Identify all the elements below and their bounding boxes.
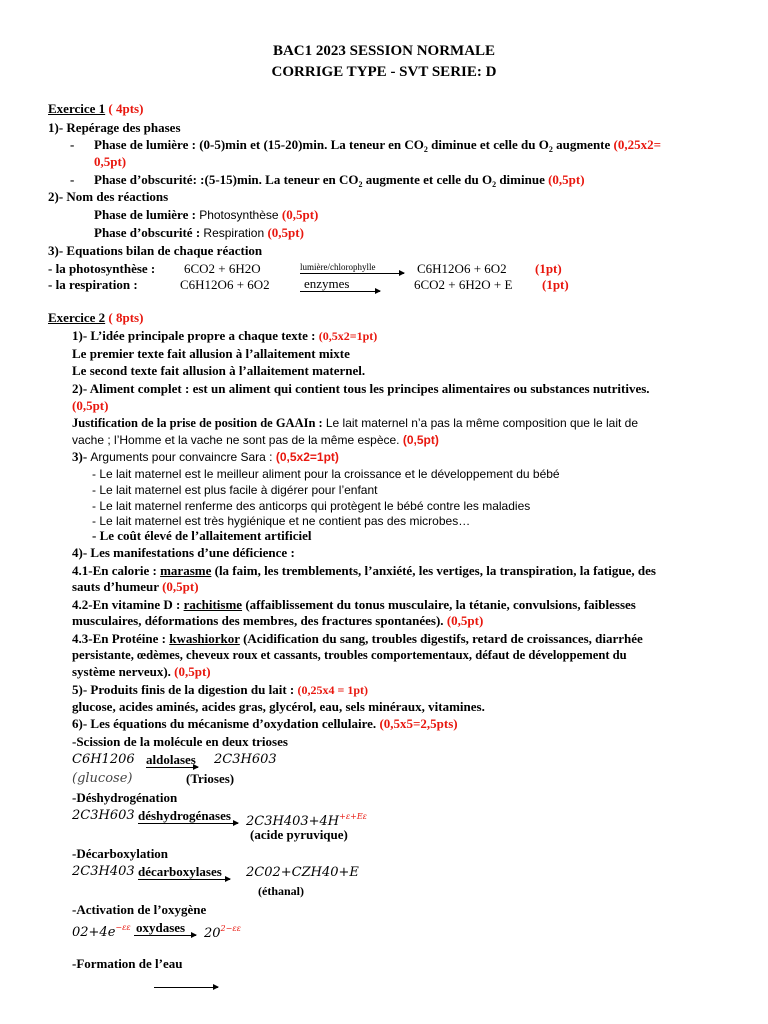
step-2-arrow-label: déshydrogénases bbox=[138, 808, 231, 823]
step-3-arrow-label: décarboxylases bbox=[138, 864, 222, 879]
d3-term: kwashiorkor bbox=[169, 631, 240, 646]
e2-left: C6H12O6 + 6O2 bbox=[180, 277, 270, 292]
e1-right: C6H12O6 + 6O2 bbox=[417, 261, 507, 276]
p2-label: Phase d’obscurité: bbox=[94, 172, 201, 187]
p2-sub: 2 bbox=[358, 180, 363, 189]
r2-value: Respiration bbox=[203, 226, 268, 240]
ex1-dash-1: - bbox=[70, 137, 75, 152]
ex2-q5-answer: glucose, acides aminés, acides gras, glycérol, eau, sels minéraux, vitamines. bbox=[72, 699, 485, 714]
d2-pre: 4.2-En vitamine D : bbox=[72, 597, 184, 612]
p2-sub2: 2 bbox=[492, 180, 497, 189]
e2-arrow-label: enzymes bbox=[304, 276, 350, 291]
ex2-q4: 4)- Les manifestations d’une déficience : bbox=[72, 545, 295, 560]
step-3-arrow bbox=[138, 879, 230, 880]
def-1 bbox=[72, 563, 656, 579]
q5-mark: (0,25x4 = 1pt) bbox=[297, 683, 368, 697]
d2-term: rachitisme bbox=[183, 597, 243, 612]
d1-post: (la faim, les tremblements, l’anxiété, les vertiges, la transpiration, la fatigue, des bbox=[211, 563, 656, 578]
ex2-heading bbox=[48, 310, 143, 326]
just-text: Le lait maternel n’a pas la même composition que le lait de bbox=[325, 416, 639, 430]
ex2-q6 bbox=[72, 716, 458, 732]
d3-post: (Acidification du sang, troubles digestifs, retard de croissances, diarrhée bbox=[239, 631, 643, 646]
doc-subtitle: CORRIGE TYPE - SVT SERIE: D bbox=[271, 64, 497, 80]
ex1-phase-light bbox=[94, 137, 661, 158]
e2-arrow bbox=[300, 291, 380, 292]
r1-label: Phase de lumière : bbox=[94, 207, 200, 222]
doc-title: BAC1 2023 SESSION NORMALE bbox=[272, 43, 496, 59]
ex2-title: Exercice 2 bbox=[48, 310, 106, 325]
ex1-q3: 3)- Equations bilan de chaque réaction bbox=[48, 243, 263, 258]
arg-5: - Le coût élevé de l’allaitement artificiel bbox=[92, 528, 312, 543]
step-2-title: -Déshydrogénation bbox=[72, 790, 178, 805]
r2-mark: (0,5pt) bbox=[267, 225, 304, 240]
p1-end: augmente bbox=[552, 137, 614, 152]
ex2-q3 bbox=[72, 449, 339, 465]
d1-pre: 4.1-En calorie : bbox=[72, 563, 161, 578]
ex2-justification bbox=[72, 415, 638, 431]
e1-mark: (1pt) bbox=[535, 261, 562, 276]
step-3-title: -Décarboxylation bbox=[72, 846, 169, 861]
ex1-r1 bbox=[94, 207, 318, 223]
step-4-left bbox=[72, 920, 131, 941]
p1-label: Phase de lumière : bbox=[94, 137, 200, 152]
d3-pre: 4.3-En Protéine : bbox=[72, 631, 170, 646]
step-4-arrow-label: oxydases bbox=[136, 920, 186, 935]
step-2-product: (acide pyruvique) bbox=[250, 827, 348, 842]
step-1-title: -Scission de la molécule en deux trioses bbox=[72, 734, 288, 749]
d2-post: (affaiblissement du tonus musculaire, la tétanie, convulsions, faiblesses bbox=[242, 597, 636, 612]
def-2 bbox=[72, 597, 636, 613]
step-2-sup: +ε+Eε bbox=[339, 812, 367, 821]
q6-mark: (0,5x5=2,5pts) bbox=[379, 716, 458, 731]
ex1-title: Exercice 1 bbox=[48, 101, 106, 116]
step-4-title: -Activation de l’oxygène bbox=[72, 902, 207, 917]
d1-term: marasme bbox=[160, 563, 212, 578]
d2-line2: musculaires, déformations des membres, des fractures spontanées). bbox=[72, 613, 447, 628]
d1-mark: (0,5pt) bbox=[162, 579, 199, 594]
def-3 bbox=[72, 631, 643, 647]
step-4-left-sup: −εε bbox=[115, 923, 131, 932]
p2-mark: (0,5pt) bbox=[548, 172, 585, 187]
e2-mark: (1pt) bbox=[542, 277, 569, 292]
q3-num: 3)- bbox=[72, 449, 91, 464]
just-text-2: vache ; l’Homme et la vache ne sont pas de la même espèce. bbox=[72, 433, 403, 447]
d3-mark: (0,5pt) bbox=[174, 664, 211, 679]
e2-right: 6CO2 + 6H2O + E bbox=[414, 277, 513, 292]
just-label: Justification de la prise de position de GAAIn : bbox=[72, 416, 326, 430]
arg-1: - Le lait maternel est le meilleur aliment pour la croissance et le développement du bébé bbox=[92, 467, 560, 481]
step-1-arrow bbox=[146, 767, 198, 768]
step-1-left: C6H1206 bbox=[72, 752, 135, 767]
ex2-q1 bbox=[72, 328, 377, 344]
p1-mark-cont: 0,5pt) bbox=[94, 154, 127, 169]
arg-2: - Le lait maternel est plus facile à digérer pour l’enfant bbox=[92, 483, 378, 497]
e1-arrow-label: lumière/chlorophylle bbox=[300, 262, 376, 272]
q5-text: 5)- Produits finis de la digestion du lait : bbox=[72, 682, 298, 697]
ex2-t1: Le premier texte fait allusion à l’allaitement mixte bbox=[72, 346, 350, 361]
ex1-heading bbox=[48, 101, 143, 117]
step-2-right-text: 2C3H403+4H bbox=[246, 814, 340, 829]
step-5-arrow bbox=[154, 987, 218, 988]
step-3-product: (éthanal) bbox=[258, 884, 304, 898]
p2-mid: augmente et celle du O bbox=[362, 172, 493, 187]
def-3-cont: persistante, œdèmes, cheveux roux et cassants, troubles comportementaux, défaut de développement du bbox=[72, 648, 627, 662]
def-2-cont bbox=[72, 613, 483, 629]
step-1-right: 2C3H603 bbox=[214, 752, 277, 767]
arg-4: - Le lait maternel est très hygiénique et ne contient pas des microbes… bbox=[92, 514, 471, 528]
ex2-q2: 2)- Aliment complet : est un aliment qui contient tous les principes alimentaires ou substances nutritives. bbox=[72, 381, 650, 396]
step-4-arrow bbox=[134, 935, 196, 936]
step-3-right: 2C02+CZH40+E bbox=[246, 865, 359, 880]
step-4-left-text: 02+4e bbox=[72, 925, 116, 940]
q1-text: 1)- L’idée principale propre a chaque texte : bbox=[72, 328, 319, 343]
d1-line2: sauts d’humeur bbox=[72, 579, 163, 594]
d2-mark: (0,5pt) bbox=[446, 613, 484, 628]
p1-sub2: 2 bbox=[548, 145, 553, 154]
p1-sub: 2 bbox=[423, 145, 428, 154]
ex1-q2: 2)- Nom des réactions bbox=[48, 189, 169, 204]
q3-mark: (0,5x2=1pt) bbox=[275, 450, 339, 464]
e2-label: - la respiration : bbox=[48, 277, 138, 292]
p2-end: diminue bbox=[496, 172, 549, 187]
r2-label: Phase d’obscurité : bbox=[94, 225, 204, 240]
p1-text: (0-5)min et (15-20)min. La teneur en CO bbox=[199, 137, 424, 152]
step-1-trioses: (Trioses) bbox=[186, 771, 235, 786]
p1-mark: (0,25x2= bbox=[613, 137, 662, 152]
r1-value: Photosynthèse bbox=[199, 208, 282, 222]
e1-left: 6CO2 + 6H2O bbox=[184, 261, 261, 276]
ex2-points: ( 8pts) bbox=[108, 310, 144, 325]
ex1-points: ( 4pts) bbox=[108, 101, 144, 116]
ex1-r2 bbox=[94, 225, 304, 241]
just-mark: (0,5pt) bbox=[402, 433, 439, 447]
step-4-right bbox=[204, 921, 241, 942]
step-2-arrow bbox=[138, 823, 238, 824]
step-5-title: -Formation de l’eau bbox=[72, 956, 183, 971]
step-4-right-text: 20 bbox=[204, 926, 221, 941]
d3-line3: système nerveux). bbox=[72, 664, 175, 679]
step-4-right-sup: 2−εε bbox=[220, 924, 241, 933]
r1-mark: (0,5pt) bbox=[281, 207, 319, 222]
p2-text: :(5-15)min. La teneur en CO bbox=[200, 172, 359, 187]
q1-mark: (0,5x2=1pt) bbox=[318, 329, 378, 343]
ex1-dash-2: - bbox=[70, 172, 75, 187]
step-1-arrow-label: aldolases bbox=[146, 752, 196, 767]
step-2-left: 2C3H603 bbox=[72, 808, 135, 823]
ex2-q5 bbox=[72, 682, 368, 698]
ex2-t2: Le second texte fait allusion à l’allaitement maternel. bbox=[72, 363, 366, 378]
def-3-cont-2 bbox=[72, 664, 211, 680]
step-1-glucose: (glucose) bbox=[72, 771, 133, 786]
ex2-justification-2 bbox=[72, 432, 439, 448]
q6-text: 6)- Les équations du mécanisme d’oxydation cellulaire. bbox=[72, 716, 380, 731]
def-1-cont bbox=[72, 579, 199, 595]
ex2-q2-mark: (0,5pt) bbox=[72, 398, 109, 413]
step-3-left: 2C3H403 bbox=[72, 864, 135, 879]
ex1-q1: 1)- Repérage des phases bbox=[48, 120, 181, 135]
p1-mid: diminue et celle du O bbox=[427, 137, 549, 152]
e1-arrow bbox=[300, 273, 404, 274]
arg-3: - Le lait maternel renferme des anticorps qui protègent le bébé contre les maladies bbox=[92, 499, 531, 513]
e1-label: - la photosynthèse : bbox=[48, 261, 156, 276]
q3-text: Arguments pour convaincre Sara : bbox=[90, 450, 276, 464]
